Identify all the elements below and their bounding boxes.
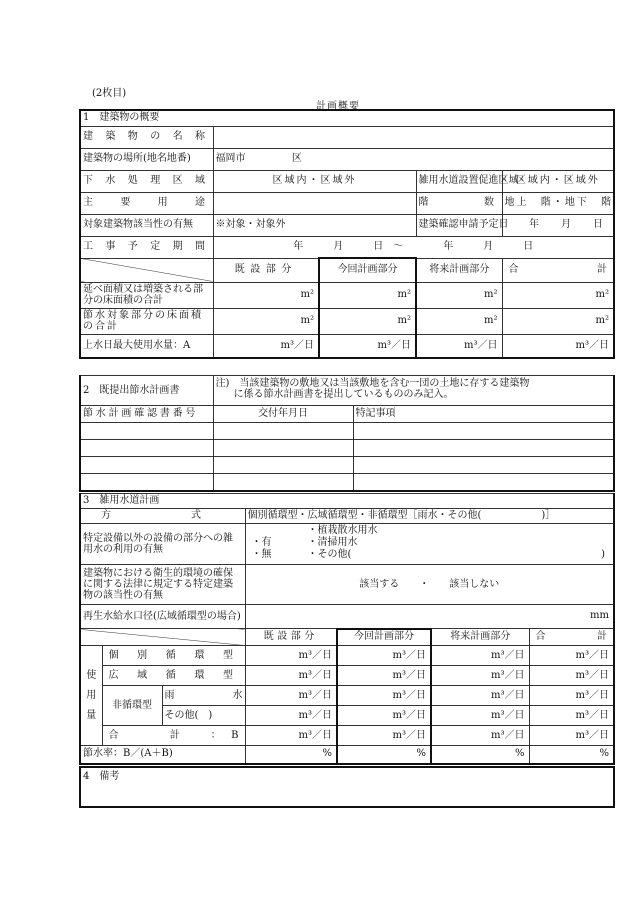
floors-value[interactable]: 地上 階・地下 階 — [502, 192, 614, 214]
remarks-box[interactable] — [80, 767, 614, 807]
section2-table — [79, 375, 615, 492]
wide-current[interactable]: m³／日 — [337, 666, 431, 686]
rain-current[interactable]: m³／日 — [337, 686, 431, 706]
wide-existing[interactable]: m³／日 — [245, 666, 337, 686]
place-ward: 区 — [291, 153, 302, 164]
saving-area-current[interactable]: m² — [319, 308, 416, 334]
saving-area-existing[interactable]: m² — [213, 308, 319, 334]
individual-total[interactable]: m³／日 — [529, 646, 614, 666]
col-date: 交付年月日 — [213, 406, 353, 423]
saving-area-total[interactable]: m² — [502, 308, 614, 334]
wide-total[interactable]: m³／日 — [529, 666, 614, 686]
prev-row-2-remarks[interactable] — [353, 440, 614, 457]
other-future[interactable]: m³／日 — [431, 706, 529, 726]
row-wide-label: 広域循環型 — [102, 666, 245, 686]
prev-row-1-number[interactable] — [80, 423, 213, 440]
other-total[interactable]: m³／日 — [529, 706, 614, 726]
sum-future[interactable]: m³／日 — [431, 726, 529, 746]
section4-table — [79, 766, 615, 808]
s3-col-current: 今回計画部分 — [337, 629, 431, 646]
diameter-label: 再生水給水口径(広域循環型の場合) — [80, 605, 245, 629]
prev-row-4-number[interactable] — [80, 474, 213, 491]
sum-total[interactable]: m³／日 — [529, 726, 614, 746]
section1-heading: 1 建築物の概要 — [80, 110, 614, 126]
method-value[interactable]: 個別循環型・広域循環型・非循環型［雨水・その他( )］ — [245, 509, 614, 524]
saving-area-label: 節水対象部分の床面積の合計 — [80, 308, 213, 334]
s3-col-existing: 既設部分 — [245, 629, 337, 646]
max-water-current[interactable]: m³／日 — [319, 334, 416, 358]
row-rain-label: 雨 水 — [162, 686, 245, 706]
prev-row-1-remarks[interactable] — [353, 423, 614, 440]
ratio-total[interactable]: % — [529, 746, 614, 764]
name-label: 建築物の名称 — [80, 126, 213, 148]
s3-header-diagonal-cell — [80, 629, 245, 646]
ratio-existing[interactable]: % — [245, 746, 337, 764]
individual-existing[interactable]: m³／日 — [245, 646, 337, 666]
usage-amount-label — [80, 646, 102, 746]
row-other-label: その他( ) — [162, 706, 245, 726]
usage-options[interactable] — [245, 524, 614, 565]
target-value[interactable]: ※対象・対象外 — [213, 214, 416, 236]
floors-label: 階数 — [416, 192, 502, 214]
prev-row-3-date[interactable] — [213, 457, 353, 474]
floor-area-future[interactable]: m² — [416, 282, 502, 308]
diameter-value[interactable]: mm — [245, 605, 614, 629]
prev-row-2-number[interactable] — [80, 440, 213, 457]
use-v2: 用 — [86, 689, 97, 701]
prev-row-3-number[interactable] — [80, 457, 213, 474]
confirm-label: 建築確認申請予定日 — [416, 214, 502, 236]
usage-yes[interactable]: ・有 — [251, 537, 272, 548]
hygiene-value[interactable]: 該当する ・ 該当しない — [245, 565, 614, 605]
place-label: 建築物の場所(地名地番) — [80, 148, 213, 170]
page-title: 計画概要 — [316, 101, 360, 112]
target-label: 対象建築物該当性の有無 — [80, 214, 213, 236]
individual-current[interactable]: m³／日 — [337, 646, 431, 666]
method-label: 方 式 — [80, 509, 245, 524]
col-total: 合 計 — [502, 258, 614, 282]
individual-future[interactable]: m³／日 — [431, 646, 529, 666]
usage-item3-end: ) — [601, 549, 606, 560]
sum-existing[interactable]: m³／日 — [245, 726, 337, 746]
usage-label: 特定設備以外の設備の部分への雑用水の利用の有無 — [80, 524, 245, 565]
col-number: 節水計画確認書番号 — [80, 406, 213, 423]
ratio-current[interactable]: % — [337, 746, 431, 764]
zatsu-area-value[interactable]: 区域内・区域外 — [502, 170, 614, 192]
prev-row-4-date[interactable] — [213, 474, 353, 491]
floor-area-total[interactable]: m² — [502, 282, 614, 308]
ratio-label: 節水率：B／(A＋B) — [80, 746, 245, 764]
max-water-existing[interactable]: m³／日 — [213, 334, 319, 358]
use-v3: 量 — [86, 709, 97, 721]
other-current[interactable]: m³／日 — [337, 706, 431, 726]
sheet-number: (2枚目) — [92, 88, 127, 99]
row-noncirc-label: 非循環型 — [102, 686, 162, 726]
use-label: 主要用途 — [80, 192, 213, 214]
s3-col-future: 将来計画部分 — [431, 629, 529, 646]
section3-heading: 3 雑用水道計画 — [80, 494, 614, 509]
floor-area-label: 延べ面積又は増築される部分の床面積の合計 — [80, 282, 213, 308]
zatsu-area-label: 雑用水道設置促進区域 — [416, 170, 502, 192]
max-water-total[interactable]: m³／日 — [502, 334, 614, 358]
col-existing: 既設部分 — [213, 258, 319, 282]
prev-row-4-remarks[interactable] — [353, 474, 614, 491]
header-diagonal-cell — [80, 258, 213, 282]
confirm-value[interactable]: 年 月 日 — [502, 214, 614, 236]
use-field[interactable] — [213, 192, 416, 214]
prev-row-3-remarks[interactable] — [353, 457, 614, 474]
usage-no[interactable]: ・無 — [251, 549, 272, 560]
use-v1: 使 — [86, 669, 97, 681]
usage-item2[interactable]: ・清掃用水 — [307, 537, 358, 548]
name-field[interactable] — [213, 126, 614, 148]
row-sum-label: 合 計 ：B — [102, 726, 245, 746]
prev-row-1-date[interactable] — [213, 423, 353, 440]
usage-item3[interactable]: ・その他( — [307, 549, 352, 560]
place-field[interactable] — [213, 148, 614, 170]
prev-row-2-date[interactable] — [213, 440, 353, 457]
col-current: 今回計画部分 — [319, 258, 416, 282]
note-line1: 注) 当該建築物の敷地又は当該敷地を含む一団の土地に存する建築物 — [215, 378, 530, 389]
floor-area-current[interactable]: m² — [319, 282, 416, 308]
rain-future[interactable]: m³／日 — [431, 686, 529, 706]
period-label: 工事予定期間 — [80, 236, 213, 258]
rain-existing[interactable]: m³／日 — [245, 686, 337, 706]
col-remarks: 特記事項 — [353, 406, 614, 423]
section3-table — [79, 493, 615, 765]
s3-col-total: 合 計 — [529, 629, 614, 646]
sum-current[interactable]: m³／日 — [337, 726, 431, 746]
section1-table — [79, 109, 615, 359]
floor-area-existing[interactable]: m² — [213, 282, 319, 308]
section4-heading: 4 備考 — [83, 771, 120, 782]
max-water-future[interactable]: m³／日 — [416, 334, 502, 358]
place-city: 福岡市 — [215, 153, 246, 164]
col-future: 将来計画部分 — [416, 258, 502, 282]
saving-area-future[interactable]: m² — [416, 308, 502, 334]
ratio-future[interactable]: % — [431, 746, 529, 764]
sewer-value[interactable]: 区域内・区域外 — [213, 170, 416, 192]
wide-future[interactable]: m³／日 — [431, 666, 529, 686]
row-individual-label: 個別循環型 — [102, 646, 245, 666]
section2-note — [213, 376, 614, 406]
sewer-label: 下水処理区域 — [80, 170, 213, 192]
period-value[interactable]: 年 月 日 ～ 年 月 日 — [213, 236, 614, 258]
hygiene-label: 建築物における衛生的環境の確保に関する法律に規定する特定建築物の該当性の有無 — [80, 565, 245, 605]
usage-item1[interactable]: ・植栽散水用水 — [307, 525, 378, 536]
section2-heading: 2 既提出節水計画書 — [80, 376, 213, 406]
note-line2: に係る節水計画書を提出しているもののみ記入。 — [233, 389, 454, 400]
rain-total[interactable]: m³／日 — [529, 686, 614, 706]
other-existing[interactable]: m³／日 — [245, 706, 337, 726]
max-water-label: 上水日最大使用水量：A — [80, 334, 213, 358]
